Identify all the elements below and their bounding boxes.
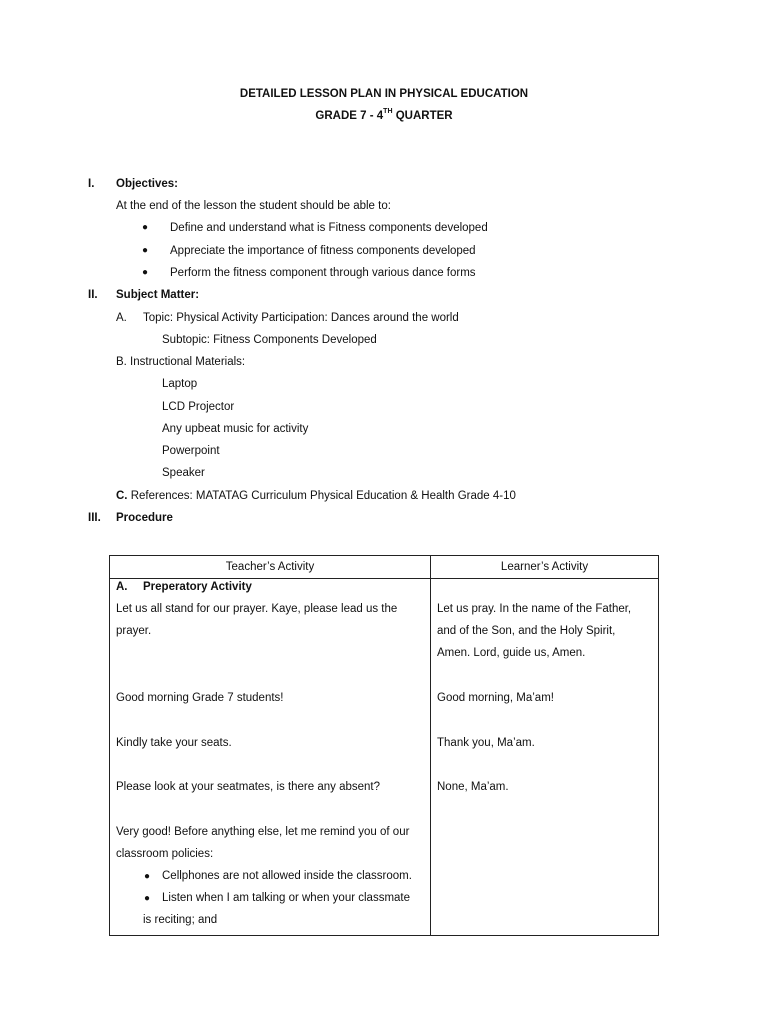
policy-item: Cellphones are not allowed inside the classroom. [162,870,412,882]
learner-line: Let us pray. In the name of the Father, [437,603,632,615]
material-item: Powerpoint [162,445,220,457]
grade-quarter [0,110,768,122]
table-header-row [110,556,659,579]
learner-column-header: Learner’s Activity [431,556,659,579]
subject-numeral: II. [88,289,98,301]
material-item: Speaker [162,467,205,479]
subject-heading: Subject Matter: [116,289,200,301]
teacher-line: Please look at your seatmates, is there any absent? [116,781,381,793]
materials-heading: B. Instructional Materials: [116,356,246,368]
references-line [116,489,516,503]
subtopic-text: Subtopic: Fitness Components Developed [162,334,377,346]
teacher-line: prayer. [116,625,152,637]
objective-item: Appreciate the importance of fitness components developed [170,245,476,257]
material-item: Laptop [162,378,198,390]
learner-line: Amen. Lord, guide us, Amen. [437,647,586,659]
topic-text: Topic: Physical Activity Participation: Dances around the world [143,312,459,324]
section-letter: A. [116,581,128,593]
material-item: Any upbeat music for activity [162,423,309,435]
learner-cell [431,579,659,936]
objectives-heading: Objectives: [116,178,178,190]
topic-letter: A. [116,312,127,324]
activity-table [109,555,659,936]
material-item: LCD Projector [162,401,235,413]
references-label: C. [116,490,128,502]
objective-item: Define and understand what is Fitness components developed [170,222,488,234]
table-row [110,579,659,936]
grade-superscript: TH [383,108,393,115]
objectives-numeral: I. [88,178,95,190]
teacher-line: Very good! Before anything else, let me remind you of our [116,826,410,838]
bullet-icon: ● [144,871,151,882]
bullet-icon: ● [144,893,151,904]
bullet-icon: ● [142,222,149,233]
document-title: DETAILED LESSON PLAN IN PHYSICAL EDUCATION [239,88,529,100]
teacher-line: classroom policies: [116,848,214,860]
teacher-column-header: Teacher’s Activity [110,556,431,579]
objective-item: Perform the fitness component through various dance forms [170,267,476,279]
learner-line: Good morning, Ma’am! [437,692,554,704]
bullet-icon: ● [142,245,149,256]
objectives-intro: At the end of the lesson the student should be able to: [116,200,391,212]
learner-line: None, Ma’am. [437,781,509,793]
learner-line: and of the Son, and the Holy Spirit, [437,625,616,637]
policy-item: Listen when I am talking or when your classmate [162,892,411,904]
references-text: References: MATATAG Curriculum Physical Education & Health Grade 4-10 [127,490,516,502]
procedure-numeral: III. [88,512,101,524]
grade-prefix: GRADE 7 - 4 [315,110,384,122]
policy-item-continued: is reciting; and [143,914,218,926]
teacher-cell [110,579,431,936]
section-title: Preperatory Activity [143,581,252,593]
procedure-heading: Procedure [116,512,173,524]
learner-line: Thank you, Ma’am. [437,737,535,749]
teacher-line: Kindly take your seats. [116,737,232,749]
teacher-line: Good morning Grade 7 students! [116,692,284,704]
teacher-line: Let us all stand for our prayer. Kaye, please lead us the [116,603,398,615]
bullet-icon: ● [142,267,149,278]
grade-suffix: QUARTER [392,110,453,122]
